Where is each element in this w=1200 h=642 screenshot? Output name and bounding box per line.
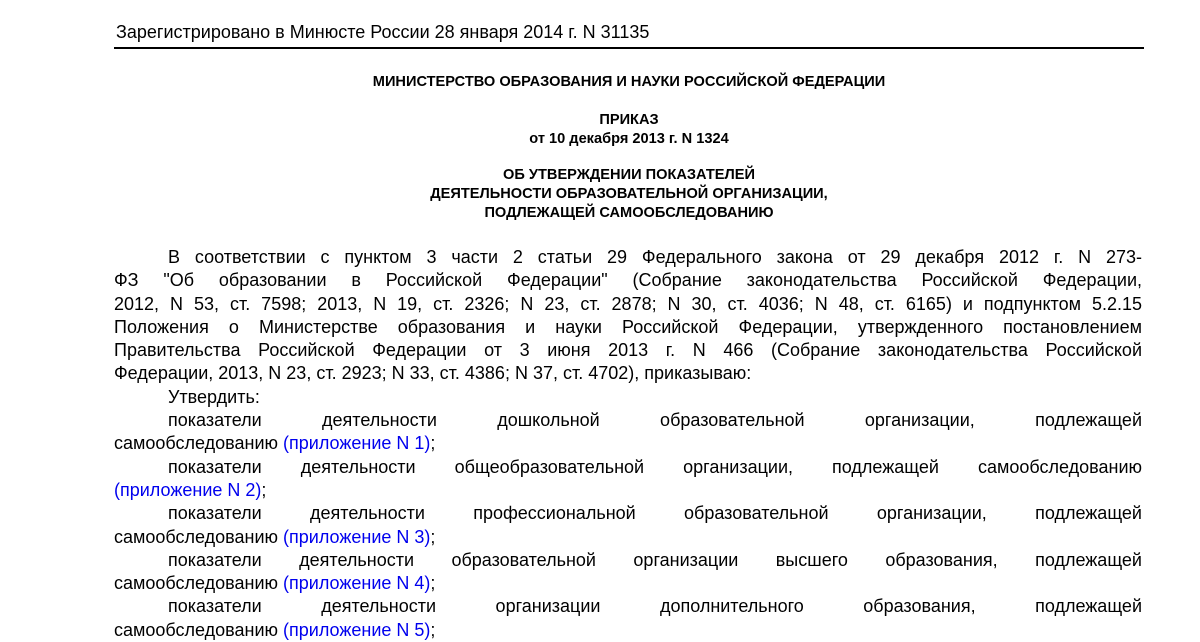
preamble-line: ФЗ "Об образовании в Российской Федерации" (Собрание законодательства Российской Федерации,	[114, 270, 1142, 291]
list-item-continuation	[114, 432, 1142, 455]
list-item	[114, 456, 1142, 503]
list-item-continuation	[114, 572, 1142, 595]
appendix-link[interactable]: (приложение N 1)	[283, 433, 431, 454]
preamble-paragraph	[114, 246, 1142, 386]
list-item-suffix: ;	[430, 433, 436, 454]
list-item-text: самообследованию	[114, 433, 279, 454]
header-divider	[114, 47, 1144, 49]
appendix-link[interactable]: (приложение N 5)	[283, 619, 431, 640]
order-subject-line: ОБ УТВЕРЖДЕНИИ ПОКАЗАТЕЛЕЙ	[503, 167, 755, 183]
list-item-suffix: ;	[261, 479, 267, 500]
approve-label: Утвердить:	[168, 386, 260, 407]
list-item	[114, 549, 1142, 596]
list-item-continuation	[114, 619, 1142, 642]
appendix-link[interactable]: (приложение N 3)	[283, 526, 431, 547]
list-item	[114, 502, 1142, 549]
list-item-text: показатели деятельности профессиональной образовательной организации, подлежащей	[168, 503, 1142, 524]
list-item-suffix: ;	[430, 619, 436, 640]
order-subject-line: ДЕЯТЕЛЬНОСТИ ОБРАЗОВАТЕЛЬНОЙ ОРГАНИЗАЦИИ,	[430, 186, 828, 202]
appendix-link[interactable]: (приложение N 2)	[114, 479, 262, 500]
ministry-heading: МИНИСТЕРСТВО ОБРАЗОВАНИЯ И НАУКИ РОССИЙСКОЙ ФЕДЕРАЦИИ	[372, 74, 886, 90]
preamble-line: Правительства Российской Федерации от 3 июня 2013 г. N 466 (Собрание законодательства Российской	[114, 340, 1142, 361]
list-item-text: самообследованию	[114, 526, 279, 547]
preamble-line: Федерации, 2013, N 23, ст. 2923; N 33, ст. 4386; N 37, ст. 4702), приказываю:	[114, 363, 752, 384]
preamble-line: Положения о Министерстве образования и науки Российской Федерации, утвержденного постановлением	[114, 316, 1142, 337]
preamble-line: В соответствии с пунктом 3 части 2 статьи 29 Федерального закона от 29 декабря 2012 г. N 273-	[168, 247, 1142, 267]
list-item-text: показатели деятельности организации дополнительного образования, подлежащей	[168, 596, 1142, 617]
list-item-text: самообследованию	[114, 573, 279, 594]
list-item-text: показатели деятельности дошкольной образовательной организации, подлежащей	[168, 410, 1142, 431]
appendix-link[interactable]: (приложение N 4)	[283, 573, 431, 594]
registration-note: Зарегистрировано в Минюсте России 28 января 2014 г. N 31135	[116, 22, 650, 42]
list-item	[114, 409, 1142, 456]
list-item-continuation	[114, 479, 1142, 502]
list-item-text: самообследованию	[114, 619, 279, 640]
list-item	[114, 595, 1142, 642]
order-title: ПРИКАЗ	[599, 112, 659, 128]
order-number: от 10 декабря 2013 г. N 1324	[529, 131, 729, 147]
order-subject-line: ПОДЛЕЖАЩЕЙ САМООБСЛЕДОВАНИЮ	[484, 205, 774, 221]
list-item-text: показатели деятельности образовательной организации высшего образования, подлежащей	[168, 549, 1142, 570]
list-item-suffix: ;	[430, 573, 436, 594]
list-item-text: показатели деятельности общеобразовательной организации, подлежащей самообследованию	[168, 456, 1142, 477]
preamble-line: 2012, N 53, ст. 7598; 2013, N 19, ст. 2326; N 23, ст. 2878; N 30, ст. 4036; N 48, ст. 6165) и подпунктом 5.2.15	[114, 293, 1142, 314]
order-body	[114, 246, 1142, 642]
list-item-suffix: ;	[430, 526, 436, 547]
list-item-continuation	[114, 526, 1142, 549]
